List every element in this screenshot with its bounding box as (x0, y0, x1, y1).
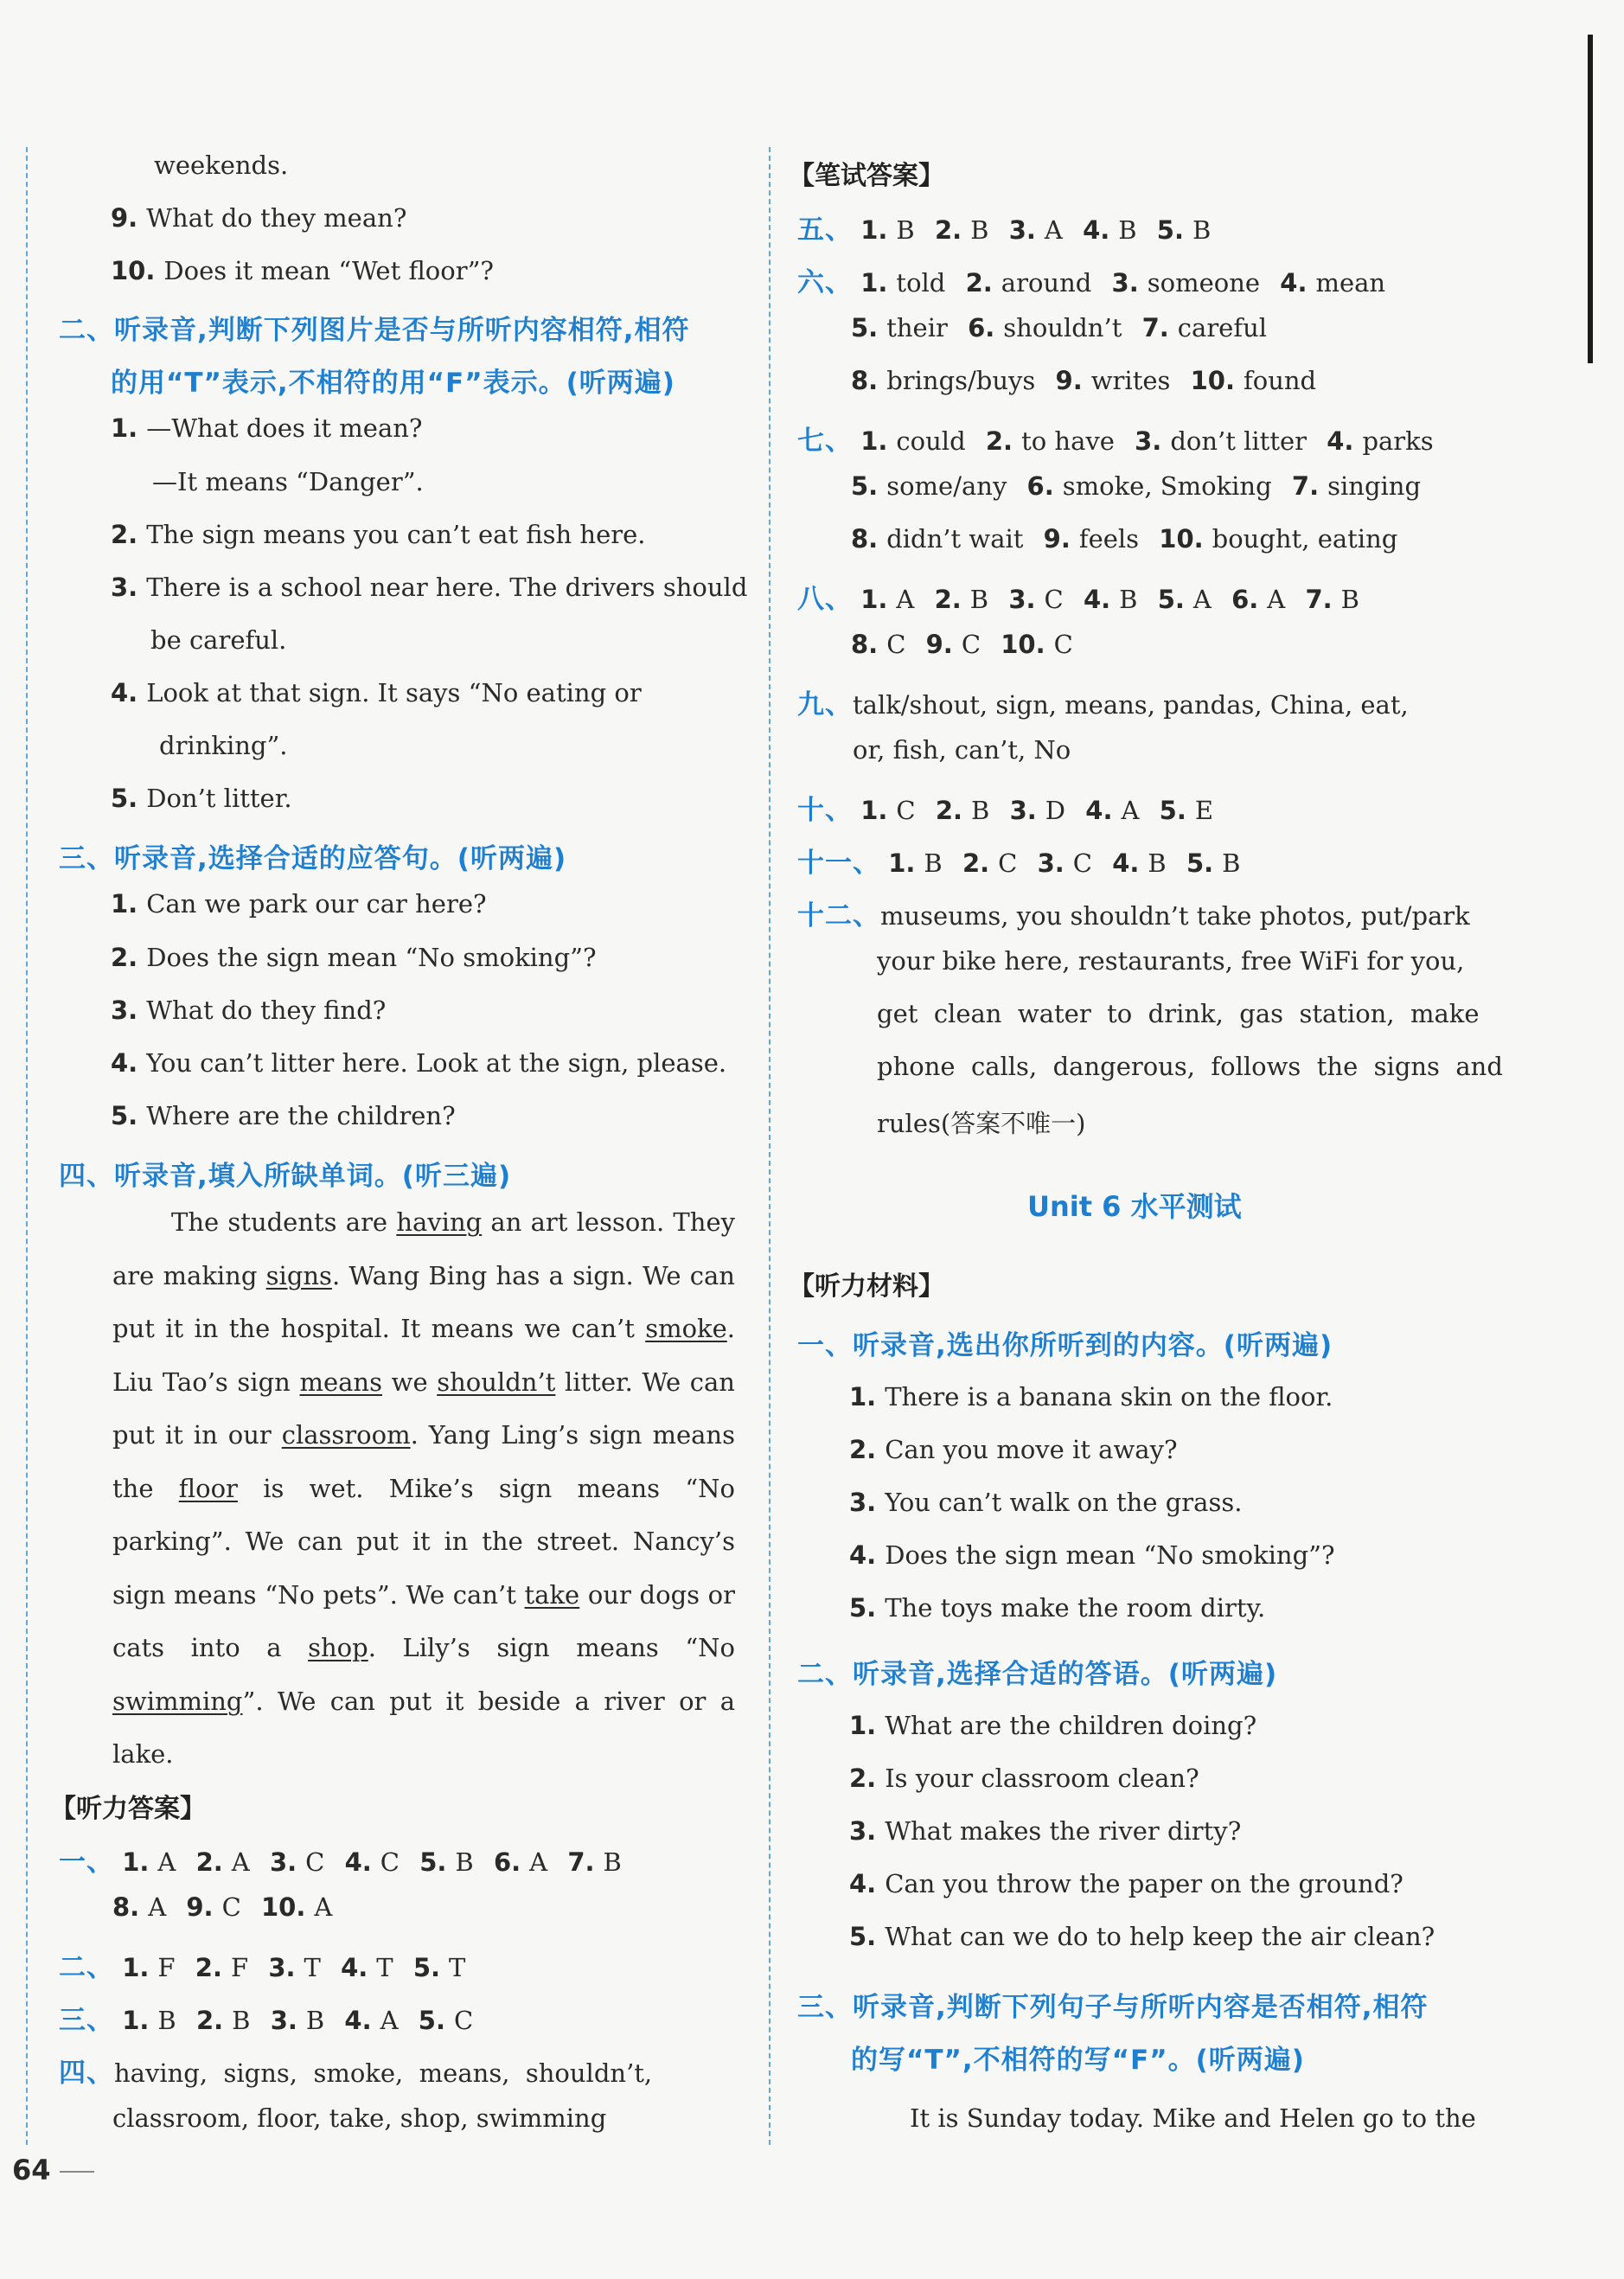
answer-pair: 3. C (1008, 585, 1064, 614)
answer-pair: 3. C (1037, 848, 1092, 878)
answer-row-4: 四、having, signs, smoke, means, shouldn’t, (59, 2058, 653, 2089)
answer-pair: 9. C (186, 1892, 241, 1922)
answer-pair: 5. B (419, 1847, 474, 1877)
answer-pair: 8. A (112, 1892, 167, 1922)
answer-pair: 1. could (860, 426, 966, 456)
blank-answer: classroom (281, 1420, 411, 1450)
left-item-10: 10. Does it mean “Wet floor”? (111, 256, 494, 285)
section-2-title-line1: 二、听录音,判断下列图片是否与所听内容相符,相符 (59, 315, 690, 346)
section-2-title-line2: 的用“T”表示,不相符的用“F”表示。(听两遍) (111, 368, 675, 399)
answer-row-4-line2: classroom, floor, take, shop, swimming (112, 2103, 607, 2133)
u2-item-5: 5. What can we do to help keep the air clean? (849, 1922, 1435, 1951)
section-3-title: 三、听录音,选择合适的应答句。(听两遍) (59, 843, 567, 874)
left-item-9: 9. What do they mean? (111, 203, 407, 233)
answer-pair: 2. B (934, 215, 989, 245)
answer-row-7: 七、 1. could 2. to have 3. don’t litter 4. parks (797, 426, 1434, 457)
answer-pair: 3. C (269, 1847, 325, 1877)
s2-item-4-line2: drinking”. (159, 731, 288, 760)
s2-item-1: 1. —What does it mean? (111, 413, 423, 443)
answer-row-12-line3: get clean water to drink, gas station, make (877, 999, 1480, 1028)
answer-row-12-line2: your bike here, restaurants, free WiFi for you, (877, 946, 1465, 976)
answer-pair: 4. B (1083, 215, 1137, 245)
u1-item-2: 2. Can you move it away? (849, 1435, 1178, 1464)
answer-pair: 9. C (925, 630, 981, 659)
answer-pair: 3. A (1008, 215, 1063, 245)
answer-row-6c (851, 366, 1316, 395)
answer-pair: 3. don’t litter (1135, 426, 1308, 456)
blank-answer: means (299, 1367, 382, 1397)
answer-pair: 8. brings/buys (851, 366, 1036, 395)
section-4-title: 四、听录音,填入所缺单词。(听三遍) (59, 1161, 512, 1192)
answer-row-1: 一、 1. A 2. A 3. C 4. C 5. B 6. A 7. B (59, 1847, 622, 1878)
u-section-1-title: 一、听录音,选出你所听到的内容。(听两遍) (797, 1330, 1333, 1361)
s2-item-3-line2: be careful. (150, 625, 287, 655)
answer-pair: 5. some/any (851, 471, 1007, 501)
answer-pair: 2. B (935, 796, 990, 825)
answer-pair: 4. B (1083, 585, 1138, 614)
answer-pair: 1. F (122, 1953, 176, 1982)
answer-row-7c (851, 524, 1397, 554)
answer-pair: 1. C (860, 796, 916, 825)
s2-item-2: 2. The sign means you can’t eat fish here. (111, 520, 646, 549)
answer-pair: 2. B (195, 2006, 251, 2035)
u3-passage-start: It is Sunday today. Mike and Helen go to the (910, 2103, 1476, 2133)
u1-item-1: 1. There is a banana skin on the floor. (849, 1382, 1333, 1412)
blank-answer: take (524, 1579, 580, 1610)
answer-pair: 9. writes (1055, 366, 1171, 395)
s3-item-1: 1. Can we park our car here? (111, 889, 487, 919)
blank-answer: signs (265, 1260, 332, 1290)
s3-item-4: 4. You can’t litter here. Look at the sign, please. (111, 1048, 727, 1078)
answer-pair: 4. A (1085, 796, 1140, 825)
answer-pair: 7. careful (1141, 313, 1268, 342)
answer-pair: 6. smoke, Smoking (1026, 471, 1272, 501)
s4-passage: The students are having an art lesson. They are making signs. Wang Bing has a sign. We can put it in the hospital. It means we can’t smoke. Liu Tao’s sign means we shouldn’t litter. We can put it in our classroom. Yang Ling’s sign means the floor is wet. Mike’s sign means “No parking”. We can put it in the street. Nancy’s sign means “No pets”. We can’t take our dogs or cats into a shop. Lily’s sign means “No swimming”. We can put it beside a river or a lake. (112, 1207, 736, 1769)
center-divider-line (769, 147, 770, 2145)
answer-pair: 4. C (344, 1847, 400, 1877)
answer-row-9-line2: or, fish, can’t, No (853, 735, 1071, 765)
answer-pair: 6. A (1231, 585, 1286, 614)
answer-pair: 5. B (1156, 215, 1212, 245)
answer-pair: 10. A (261, 1892, 333, 1922)
answer-pair: 1. A (122, 1847, 176, 1877)
answer-row-12-line4: phone calls, dangerous, follows the signs and (877, 1052, 1503, 1081)
u2-item-2: 2. Is your classroom clean? (849, 1764, 1199, 1793)
s3-item-2: 2. Does the sign mean “No smoking”? (111, 943, 597, 972)
answer-pair: 4. A (344, 2006, 399, 2035)
answer-row-11: 十一、 1. B 2. C 3. C 4. B 5. B (797, 848, 1241, 879)
answer-row-1b (112, 1892, 332, 1922)
answer-pair: 5. A (1157, 585, 1212, 614)
s2-item-5: 5. Don’t litter. (111, 784, 292, 813)
answer-pair: 3. B (270, 2006, 325, 2035)
answer-pair: 1. told (860, 268, 946, 298)
answer-pair: 8. didn’t wait (851, 524, 1024, 554)
blank-answer: smoke (645, 1314, 727, 1343)
u2-item-4: 4. Can you throw the paper on the ground? (849, 1869, 1403, 1898)
answer-pair: 8. C (851, 630, 906, 659)
answer-pair: 4. T (341, 1953, 393, 1982)
answer-pair: 5. E (1159, 796, 1214, 825)
answer-pair: 1. B (860, 215, 915, 245)
answer-pair: 7. singing (1291, 471, 1422, 501)
u-section-3-title-line2: 的写“T”,不相符的写“F”。(听两遍) (851, 2045, 1305, 2076)
answer-row-3: 三、 1. B 2. B 3. B 4. A 5. C (59, 2005, 474, 2036)
s3-item-5: 5. Where are the children? (111, 1101, 456, 1130)
unit-title: Unit 6 水平测试 (1027, 1190, 1242, 1223)
u-section-3-title-line1: 三、听录音,判断下列句子与所听内容是否相符,相符 (797, 1992, 1429, 2023)
answer-pair: 2. around (965, 268, 1092, 298)
answer-pair: 10. found (1190, 366, 1317, 395)
u-section-2-title: 二、听录音,选择合适的答语。(听两遍) (797, 1659, 1278, 1690)
answer-pair: 3. T (268, 1953, 321, 1982)
answer-pair: 6. A (493, 1847, 548, 1877)
blank-answer: swimming (112, 1686, 243, 1716)
left-line-weekends: weekends. (154, 150, 289, 180)
answer-pair: 2. A (195, 1847, 250, 1877)
blank-answer: shop (308, 1633, 368, 1662)
s2-item-3: 3. There is a school near here. The drivers should (111, 573, 748, 602)
answer-pair: 9. feels (1043, 524, 1140, 554)
answer-pair: 1. A (860, 585, 915, 614)
answer-row-10: 十、 1. C 2. B 3. D 4. A 5. E (797, 795, 1214, 826)
blank-answer: shouldn’t (437, 1367, 556, 1397)
answer-row-6b (851, 313, 1267, 342)
answer-pair: 3. someone (1111, 268, 1261, 298)
answer-pair: 2. F (195, 1953, 249, 1982)
answer-pair: 10. bought, eating (1159, 524, 1398, 554)
blank-answer: floor (178, 1473, 238, 1503)
right-edge-mark (1588, 35, 1593, 363)
s3-item-3: 3. What do they find? (111, 995, 387, 1025)
answer-pair: 1. B (888, 848, 943, 878)
answer-pair: 5. their (851, 313, 948, 342)
s2-item-4: 4. Look at that sign. It says “No eating or (111, 678, 642, 707)
answer-pair: 3. D (1009, 796, 1066, 825)
answer-row-9: 九、talk/shout, sign, means, pandas, China, eat, (797, 689, 1409, 720)
answer-row-8: 八、 1. A 2. B 3. C 4. B 5. A 6. A 7. B (797, 584, 1359, 615)
answer-pair: 4. B (1112, 848, 1167, 878)
answer-row-12: 十二、museums, you shouldn’t take photos, put/park (797, 900, 1470, 931)
left-margin-line (26, 147, 28, 2145)
answer-pair: 5. B (1186, 848, 1241, 878)
answer-pair: 5. T (412, 1953, 466, 1982)
answer-pair: 7. B (567, 1847, 622, 1877)
u1-item-3: 3. You can’t walk on the grass. (849, 1488, 1243, 1517)
answer-row-7b (851, 471, 1421, 501)
s2-item-1-line2: —It means “Danger”. (152, 467, 424, 496)
blank-answer: having (396, 1207, 483, 1237)
answer-pair: 4. mean (1280, 268, 1386, 298)
page-number: 64 (12, 2154, 94, 2186)
answer-row-2: 二、 1. F 2. F 3. T 4. T 5. T (59, 1952, 466, 1983)
u2-item-3: 3. What makes the river dirty? (849, 1816, 1242, 1846)
listening-answers-label: 【听力答案】 (50, 1794, 206, 1824)
answer-pair: 4. parks (1327, 426, 1434, 456)
answer-row-12-line5: rules(答案不唯一) (877, 1109, 1086, 1138)
answer-row-5: 五、 1. B 2. B 3. A 4. B 5. B (797, 214, 1212, 246)
answer-pair: 10. C (1001, 630, 1073, 659)
answer-pair: 5. C (418, 2006, 474, 2035)
answer-pair: 7. B (1305, 585, 1359, 614)
u2-item-1: 1. What are the children doing? (849, 1711, 1257, 1740)
answer-pair: 1. B (122, 2006, 176, 2035)
answer-row-8b (851, 630, 1073, 659)
answer-row-6: 六、 1. told 2. around 3. someone 4. mean (797, 267, 1386, 298)
answer-pair: 2. B (934, 585, 989, 614)
listening-material-label: 【听力材料】 (789, 1271, 944, 1302)
answer-pair: 6. shouldn’t (968, 313, 1122, 342)
u1-item-4: 4. Does the sign mean “No smoking”? (849, 1540, 1335, 1570)
answer-pair: 2. to have (985, 426, 1115, 456)
written-answers-label: 【笔试答案】 (789, 161, 944, 191)
answer-pair: 2. C (962, 848, 1018, 878)
u1-item-5: 5. The toys make the room dirty. (849, 1593, 1266, 1623)
